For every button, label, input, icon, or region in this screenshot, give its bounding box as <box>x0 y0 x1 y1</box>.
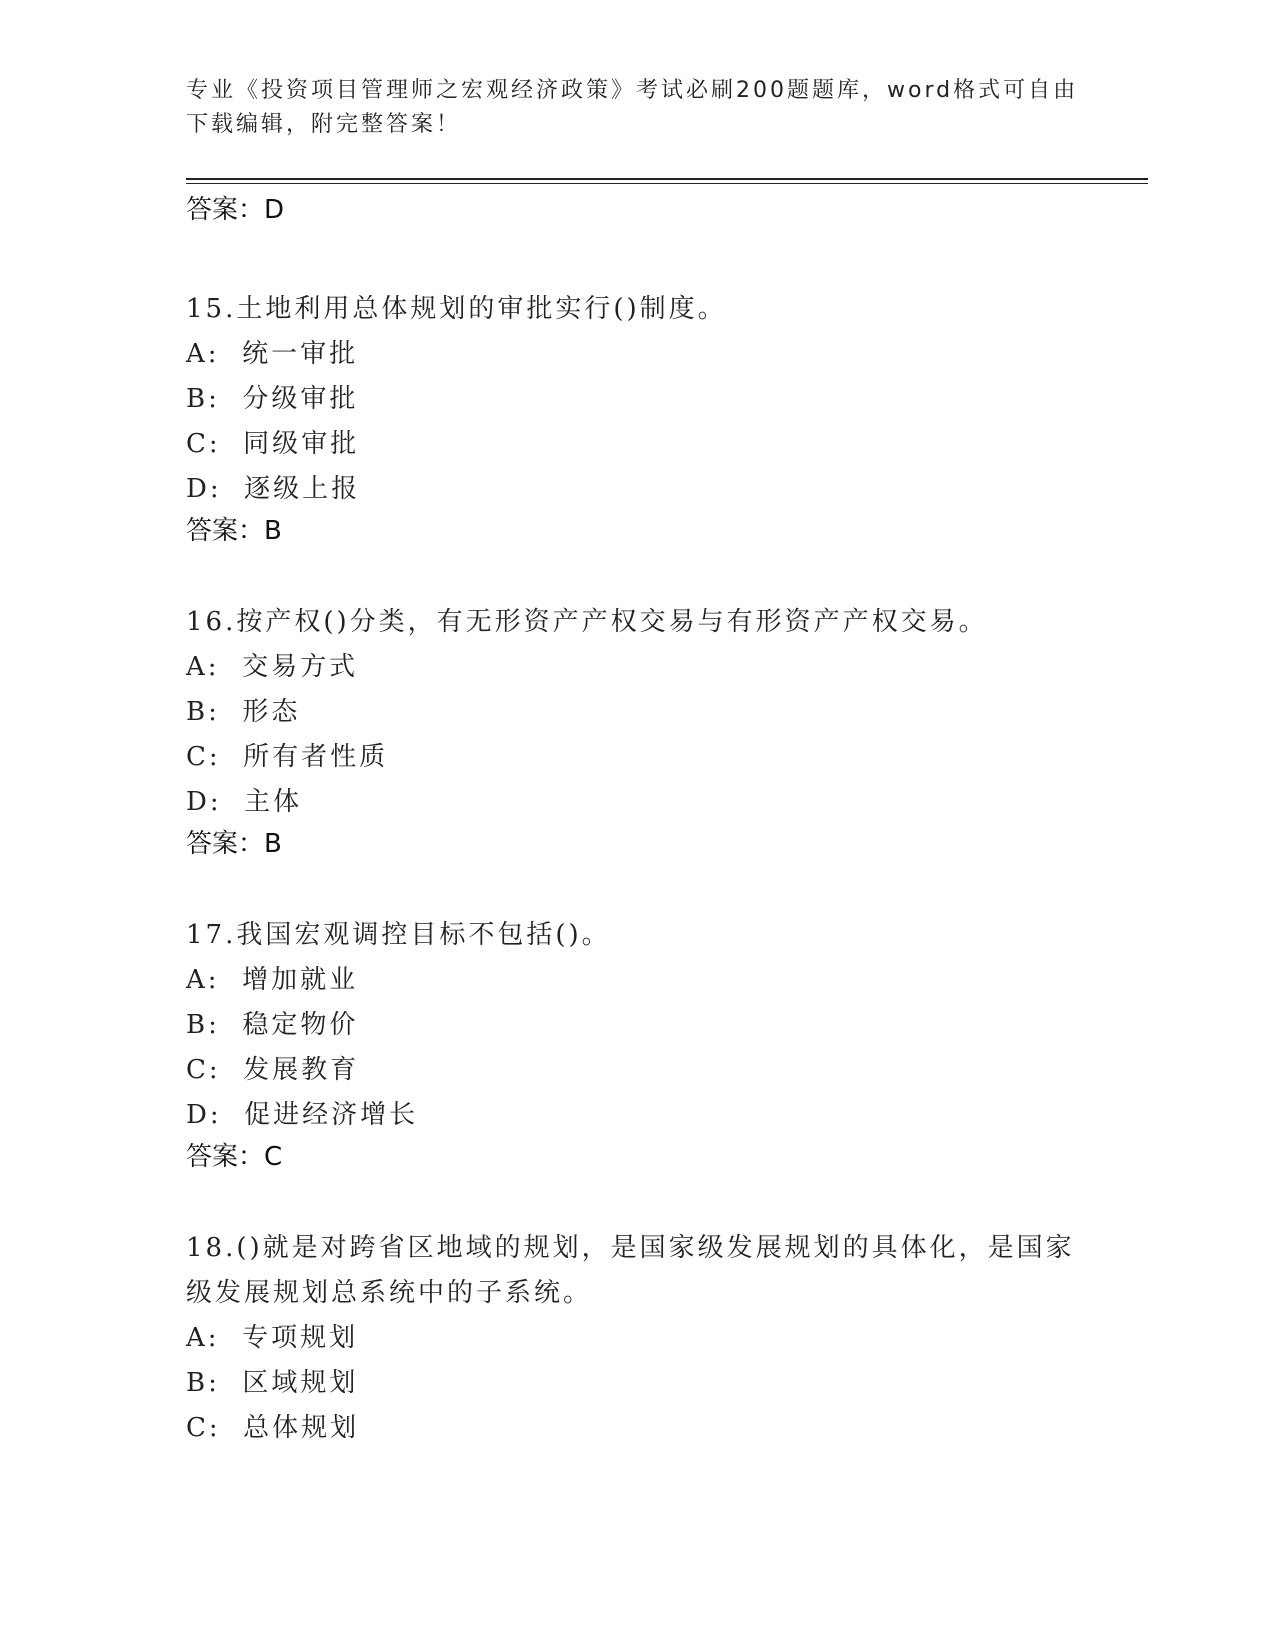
header-divider-thin <box>186 183 1148 184</box>
question-17 <box>186 913 1086 1183</box>
question-18 <box>186 1226 1086 1451</box>
option-c: C: 总体规划 <box>186 1413 360 1443</box>
option-d: D: 主体 <box>186 787 303 817</box>
header-line-2: 下载编辑，附完整答案！ <box>186 112 462 137</box>
option-a: A: 交易方式 <box>186 652 359 682</box>
option-c: C: 同级审批 <box>186 429 360 459</box>
header-line-1: 专业《投资项目管理师之宏观经济政策》考试必刷200题题库，word格式可自由 <box>186 78 1079 103</box>
option-b: B: 稳定物价 <box>186 1010 359 1040</box>
question-15 <box>186 287 1086 557</box>
option-b: B: 分级审批 <box>186 384 359 414</box>
option-a: A: 增加就业 <box>186 965 359 995</box>
header-divider <box>186 178 1148 180</box>
question-16 <box>186 600 1086 870</box>
option-c: C: 所有者性质 <box>186 742 389 772</box>
option-a: A: 统一审批 <box>186 339 359 369</box>
question-text-line-2: 级发展规划总系统中的子系统。 <box>186 1278 593 1308</box>
question-text: 17.我国宏观调控目标不包括()。 <box>186 920 611 950</box>
option-a: A: 专项规划 <box>186 1323 359 1353</box>
option-b: B: 形态 <box>186 697 301 727</box>
answer-line: 答案：C <box>186 1142 283 1172</box>
option-b: B: 区域规划 <box>186 1368 359 1398</box>
answer-line: 答案：B <box>186 829 282 859</box>
question-text: 16.按产权()分类，有无形资产产权交易与有形资产产权交易。 <box>186 607 988 637</box>
question-text-line-1: 18.()就是对跨省区地域的规划，是国家级发展规划的具体化，是国家 <box>186 1233 1075 1263</box>
option-d: D: 促进经济增长 <box>186 1100 419 1130</box>
option-c: C: 发展教育 <box>186 1055 360 1085</box>
answer-line: 答案：D <box>186 195 285 225</box>
question-list <box>186 191 1086 1494</box>
document-header <box>186 74 1086 142</box>
option-d: D: 逐级上报 <box>186 474 361 504</box>
question-text: 15.土地利用总体规划的审批实行()制度。 <box>186 294 727 324</box>
answer-line: 答案：B <box>186 516 282 546</box>
